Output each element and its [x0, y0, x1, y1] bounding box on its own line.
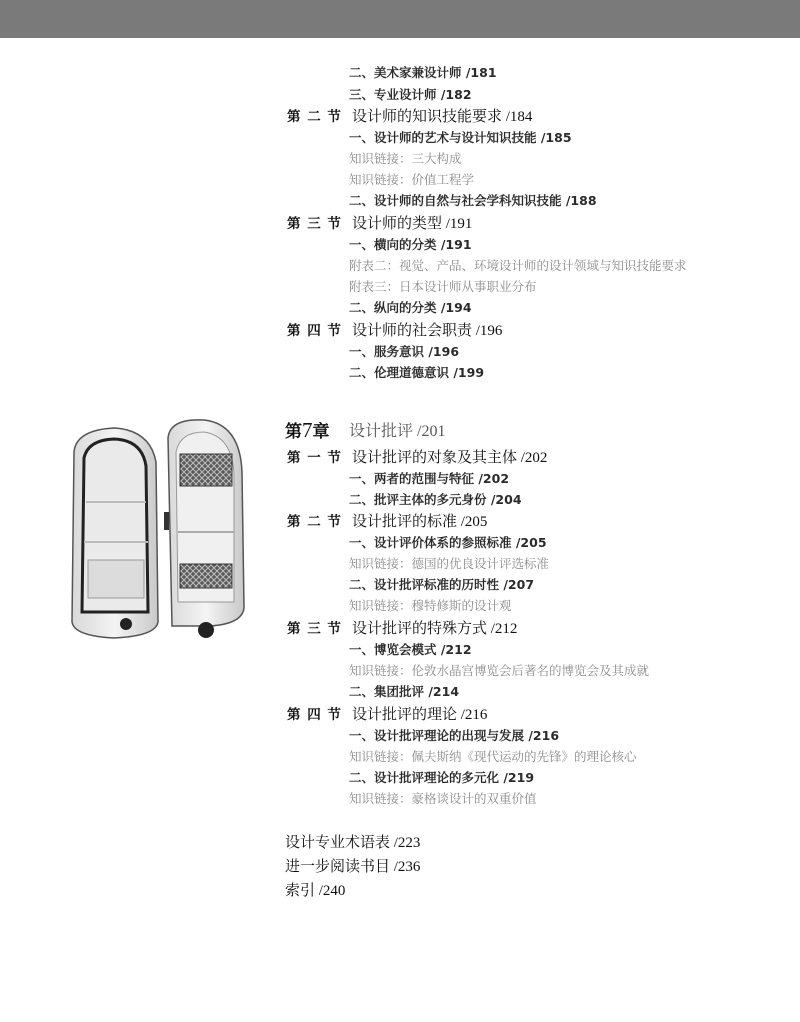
knowledge-link[interactable]: 知识链接：价值工程学 — [349, 172, 475, 187]
refrigerator-illustration — [64, 412, 254, 652]
section-label: 第 三 节 — [287, 621, 342, 637]
section-title[interactable]: 设计师的社会职责 /196 — [352, 323, 503, 339]
section-title[interactable]: 设计批评的对象及其主体 /202 — [352, 450, 548, 466]
toc-subitem[interactable]: 二、批评主体的多元身份 /204 — [349, 492, 522, 507]
backmatter-item[interactable]: 进一步阅读书目 /236 — [285, 859, 421, 875]
toc-subitem[interactable]: 二、纵向的分类 /194 — [349, 300, 472, 315]
chapter-label-prefix: 第 — [285, 422, 302, 441]
appendix-link[interactable]: 附表二：视觉、产品、环境设计师的设计领域与知识技能要求 — [349, 258, 687, 273]
toc-subitem[interactable]: 二、伦理道德意识 /199 — [349, 365, 485, 380]
toc-subitem[interactable]: 二、美术家兼设计师 /181 — [349, 65, 497, 80]
toc-subitem[interactable]: 二、设计师的自然与社会学科知识技能 /188 — [349, 193, 597, 208]
toc-subitem[interactable]: 一、博览会模式 /212 — [349, 642, 472, 657]
knowledge-link[interactable]: 知识链接：穆特修斯的设计观 — [349, 598, 512, 613]
appendix-link[interactable]: 附表三：日本设计师从事职业分布 — [349, 279, 537, 294]
knowledge-link[interactable]: 知识链接：伦敦水晶宫博览会后著名的博览会及其成就 — [349, 663, 650, 678]
section-label: 第 四 节 — [287, 707, 342, 723]
toc-subitem[interactable]: 一、设计批评理论的出现与发展 /216 — [349, 728, 560, 743]
section-title[interactable]: 设计师的类型 /191 — [352, 216, 473, 232]
knowledge-link[interactable]: 知识链接：德国的优良设计评选标准 — [349, 556, 550, 571]
toc-subitem[interactable]: 一、设计评价体系的参照标准 /205 — [349, 535, 547, 550]
section-label: 第 一 节 — [287, 450, 342, 466]
knowledge-link[interactable]: 知识链接：佩夫斯纳《现代运动的先锋》的理论核心 — [349, 749, 637, 764]
section-title[interactable]: 设计师的知识技能要求 /184 — [352, 109, 533, 125]
section-title[interactable]: 设计批评的标准 /205 — [352, 514, 488, 530]
backmatter-item[interactable]: 设计专业术语表 /223 — [285, 835, 421, 851]
toc-subitem[interactable]: 三、专业设计师 /182 — [349, 87, 472, 102]
section-title[interactable]: 设计批评的特殊方式 /212 — [352, 621, 518, 637]
section-label: 第 二 节 — [287, 109, 342, 125]
chapter-label — [285, 420, 330, 441]
toc-subitem[interactable]: 二、设计批评标准的历时性 /207 — [349, 577, 535, 592]
toc-subitem[interactable]: 一、横向的分类 /191 — [349, 237, 472, 252]
section-label: 第 二 节 — [287, 514, 342, 530]
chapter-label-suffix: 章 — [312, 422, 330, 441]
chapter-title[interactable]: 设计批评 /201 — [349, 423, 446, 440]
section-title[interactable]: 设计批评的理论 /216 — [352, 707, 488, 723]
chapter-number: 7 — [302, 418, 313, 442]
knowledge-link[interactable]: 知识链接：三大构成 — [349, 151, 462, 166]
toc-subitem[interactable]: 一、设计师的艺术与设计知识技能 /185 — [349, 130, 572, 145]
toc-subitem[interactable]: 二、集团批评 /214 — [349, 684, 460, 699]
backmatter-item[interactable]: 索引 /240 — [285, 883, 346, 899]
knowledge-link[interactable]: 知识链接：豪格谈设计的双重价值 — [349, 791, 537, 806]
toc-subitem[interactable]: 一、两者的范围与特征 /202 — [349, 471, 510, 486]
section-label: 第 三 节 — [287, 216, 342, 232]
toc-subitem[interactable]: 二、设计批评理论的多元化 /219 — [349, 770, 535, 785]
toc-subitem[interactable]: 一、服务意识 /196 — [349, 344, 460, 359]
page-header-bar — [0, 0, 800, 38]
section-label: 第 四 节 — [287, 323, 342, 339]
